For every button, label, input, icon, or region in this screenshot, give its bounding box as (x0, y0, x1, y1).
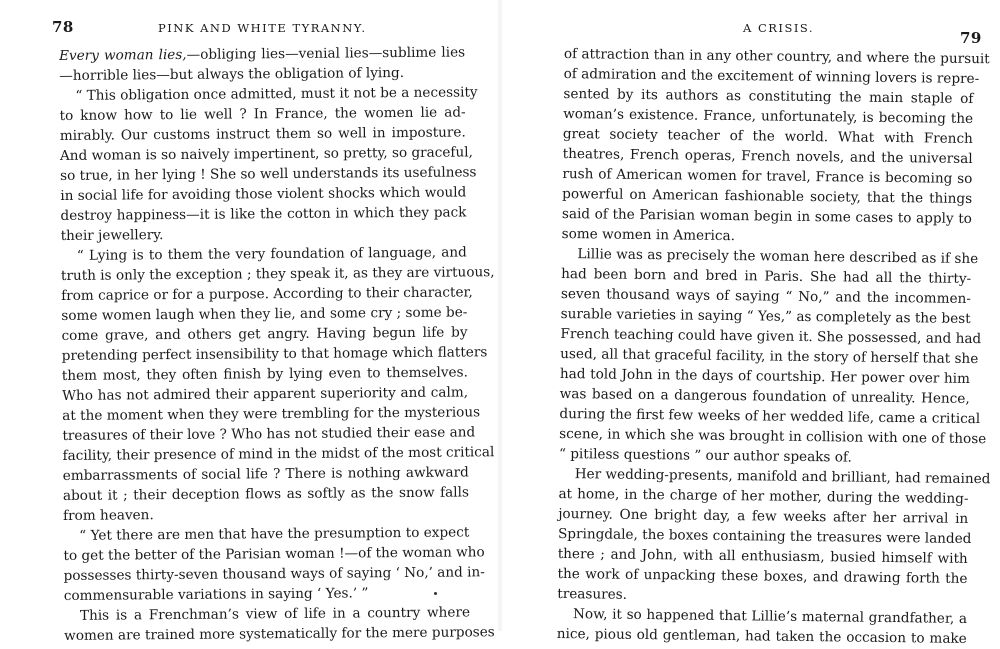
line-text: Who has not admired their apparent superiority and calm, (61, 384, 469, 404)
line-text: treasures. (557, 585, 628, 603)
print-speck (434, 592, 437, 595)
line-text: And woman is so naively impertinent, so pretty, so graceful, (59, 144, 473, 164)
left-page (0, 0, 500, 644)
emphasis-text: Every woman lies, (59, 46, 187, 64)
line-text: women are trained more systematically for the mere purposes (64, 624, 495, 644)
line-text: to know how to lie well ? In France, the women lie ad- (59, 104, 466, 124)
right-page-text (556, 44, 991, 649)
line-text: to get the better of the Parisian woman !—of the woman who (63, 544, 485, 564)
line-text: was based on a dangerous foundation of unreality. Hence, (559, 385, 970, 407)
line-text: there ; and John, with all enthusiasm, busied himself with (557, 545, 968, 567)
line-text: “ Lying is to them the very foundation of language, and (76, 244, 467, 264)
text-line (59, 42, 465, 66)
line-text: scene, in which she was brought in collision with one of those (559, 425, 987, 448)
line-text: “ This obligation once admitted, must it not be a necessity (75, 84, 478, 104)
line-text: said of the Parisian woman begin in some cases to apply to (561, 205, 972, 227)
line-text: in social life for avoiding those violent shocks which would (60, 184, 467, 204)
line-text: “ Yet there are men that have the presumption to expect (79, 524, 470, 544)
line-text: This is a Frenchman’s view of life in a country where (79, 604, 471, 624)
line-text: surable varieties in saying “ Yes,” as completely as the best (560, 305, 971, 327)
right-running-head: A CRISIS. (743, 21, 815, 35)
line-text: sented by its authors as constituting the main staple of (563, 85, 974, 108)
line-text: rush of American women for travel, France is becoming so (562, 165, 973, 187)
line-text: French teaching could have given it. She possessed, and had (560, 325, 982, 348)
line-text: at the moment when they were trembling for the mysterious (62, 404, 481, 424)
line-text: great society teacher of the world. What with French (562, 125, 973, 148)
text-line (60, 202, 466, 226)
line-text: about it ; their deception flows as softly as the snow falls (62, 484, 469, 504)
line-text: —horrible lies—but always the obligation of lying. (59, 64, 405, 84)
line-text: of attraction than in any other country, and where the pursuit (563, 45, 990, 68)
line-text: mirably. Our customs instruct them so well in imposture. (59, 124, 466, 144)
line-text: some women laugh when they lie, and some cry ; some be- (61, 304, 468, 324)
line-text: powerful on American fashionable society, that the things (562, 185, 973, 207)
line-text: had been born and bred in Paris. She had all the thirty- (561, 265, 972, 287)
line-text: at home, in the charge of her mother, during the wedding- (558, 485, 969, 507)
line-text: truth is only the exception ; they speak it, as they are virtuous, (60, 264, 495, 284)
line-text: so true, in her lying ! She so well understands its usefulness (60, 164, 477, 184)
line-text: seven thousand ways of saying “ No,” and the incommen- (560, 285, 972, 307)
line-text: during the first few weeks of her wedded life, came a critical (559, 405, 981, 428)
line-text: facility, their presence of mind in the midst of the most critical (62, 444, 495, 464)
line-text: some women in America. (561, 225, 736, 245)
text-line (64, 622, 495, 646)
text-line (63, 482, 469, 506)
right-page-number: 79 (960, 29, 982, 47)
left-running-head: PINK AND WHITE TYRANNY. (158, 21, 367, 35)
line-text: from heaven. (63, 507, 154, 524)
line-text: their jewellery. (60, 227, 164, 244)
line-text: journey. One bright day, a few weeks after her arrival in (558, 505, 969, 527)
line-text: had told John in the days of courtship. Her power over him (559, 365, 971, 387)
line-text: theatres, French operas, French novels, and the universal (562, 145, 973, 168)
line-text: from caprice or for a purpose. According to their character, (61, 284, 473, 304)
line-text: commensurable variations in saying ‘ Yes.’ ” (63, 585, 369, 604)
line-text: Now, it so happened that Lillie’s maternal grandfather, a (572, 606, 968, 627)
right-page (500, 0, 1000, 647)
line-text: “ pitiless questions ” our author speaks of. (558, 445, 852, 466)
text-line (63, 562, 485, 586)
line-text: embarrassments of social life ? There is nothing awkward (62, 464, 469, 484)
left-page-number: 78 (52, 18, 74, 36)
line-text: Springdale, the boxes containing the treasures were landed (557, 525, 972, 548)
line-text: —obliging lies—venial lies—sublime lies (186, 44, 466, 63)
line-text: of admiration and the excitement of winning lovers is repre- (563, 65, 980, 88)
line-text: destroy happiness—it is like the cotton in which they pack (60, 204, 467, 224)
line-text: pretending perfect insensibility to that homage which flatters (61, 344, 488, 364)
line-text: come grave, and others get angry. Having begun life by (61, 324, 468, 344)
line-text: Lillie was as precisely the woman here described as if she (577, 246, 979, 268)
left-page-text (59, 42, 495, 646)
line-text: nice, pious old gentleman, had taken the occasion to make (556, 625, 967, 647)
line-text: woman’s existence. France, unfortunately, is becoming the (563, 105, 974, 128)
line-text: treasures of their love ? Who has not studied their ease and (62, 424, 476, 444)
line-text: possesses thirty-seven thousand ways of saying ‘ No,’ and in- (63, 564, 485, 584)
line-text: Her wedding-presents, manifold and brilliant, had remained (574, 466, 991, 488)
text-line (557, 624, 967, 649)
line-text: them most, they often finish by lying even to themselves. (61, 364, 468, 384)
line-text: used, all that graceful facility, in the story of herself that she (560, 345, 979, 368)
line-text: the work of unpacking these boxes, and drawing forth the (557, 565, 968, 587)
